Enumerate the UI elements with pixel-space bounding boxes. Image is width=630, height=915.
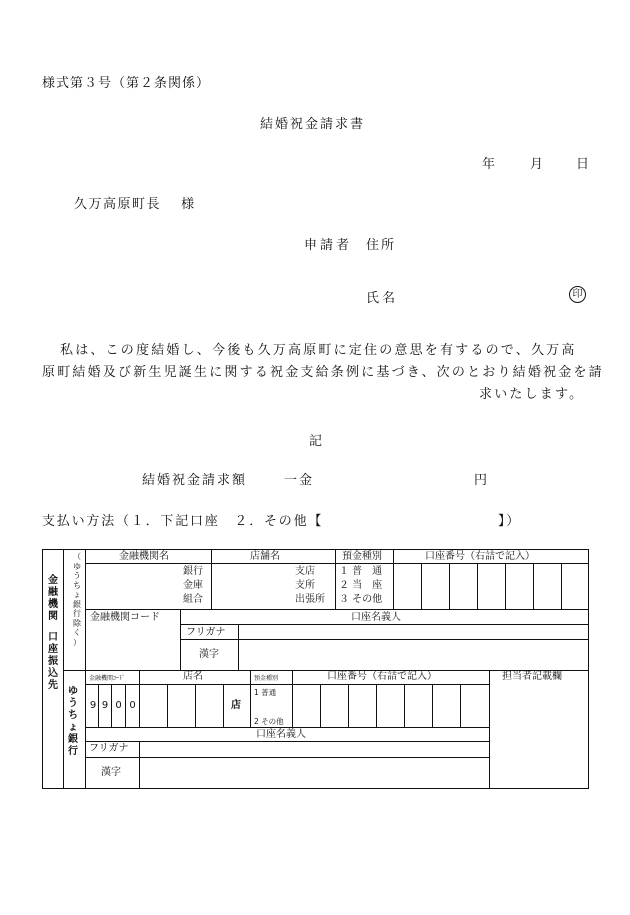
yucho-store-suffix: 店 — [231, 700, 241, 711]
yucho-furigana-label: フリガナ — [89, 743, 129, 754]
yucho-holder-label: 口座名義人 — [256, 729, 306, 740]
payment-method-close: 】） — [498, 514, 522, 529]
yucho-col-staff: 担当者記載欄 — [502, 671, 562, 682]
inst-type-shinkin: 金庫 — [183, 580, 203, 591]
yucho-deposit-other: 2 その他 — [254, 717, 284, 726]
amount-prefix: 一金 — [284, 473, 315, 488]
bank-furigana-label: フリガナ — [186, 627, 226, 638]
yucho-code-digit: 0 — [115, 700, 122, 711]
body-line-2: 原町結婚及び新生児誕生に関する祝金支給条例に基づき、次のとおり結婚祝金を請 — [42, 365, 604, 380]
col-account-number: 口座番号（右詰で記入） — [425, 551, 535, 562]
applicant-address-label: 住所 — [366, 238, 397, 253]
yucho-col-store: 店名 — [183, 671, 203, 682]
bank-exclusion-note: （ ゆ う ち ょ 銀 行 除 く ） — [73, 552, 81, 647]
bank-account-form — [42, 549, 589, 789]
yucho-col-deposit: 預金種別 — [254, 675, 279, 682]
deposit-type-toza: ２ 当 座 — [339, 580, 383, 591]
date-day-label: 日 — [576, 157, 591, 172]
yucho-kanji-label: 漢字 — [101, 767, 121, 778]
bank-code-label: 金融機関コード — [90, 612, 160, 623]
yucho-code-digit: 9 — [101, 700, 109, 711]
branch-type-shiten: 支店 — [295, 566, 315, 577]
yucho-code-digit: 9 — [89, 700, 97, 711]
form-number: 様式第３号（第２条関係） — [42, 76, 211, 91]
bank-section-label: 金 融 機 関 — [48, 575, 58, 622]
col-branch-name: 店舗名 — [250, 551, 280, 562]
section-label-transfer: 口 座 振 込 先 — [48, 632, 58, 691]
branch-type-shucchosho: 出張所 — [295, 594, 325, 605]
bank-holder-label: 口座名義人 — [351, 612, 401, 623]
payment-method-label: 支払い方法（１．下記口座 ２．その他【 — [42, 514, 324, 529]
body-line-3: 求いたします。 — [479, 387, 585, 402]
col-deposit-type: 預金種別 — [342, 551, 382, 562]
col-institution-name: 金融機関名 — [119, 551, 169, 562]
yucho-deposit-futsu: 1 普通 — [254, 688, 277, 697]
seal-mark: 印 — [569, 286, 586, 303]
body-line-1: 私は、この度結婚し、今後も久万高原町に定住の意思を有するので、久万高 — [60, 343, 577, 358]
deposit-type-other: ３ その他 — [339, 594, 383, 605]
yucho-col-account: 口座番号（右詰で記入） — [327, 671, 437, 682]
applicant-name-label: 氏名 — [366, 291, 399, 306]
yucho-code-digit: 0 — [129, 700, 136, 711]
yucho-code-label: 金融機関ｺｰﾄﾞ — [89, 675, 126, 682]
amount-label: 結婚祝金請求額 — [142, 473, 248, 488]
inst-type-kumiai: 組合 — [183, 594, 203, 605]
bank-kanji-label: 漢字 — [199, 649, 219, 660]
deposit-type-futsu: １ 普 通 — [339, 566, 383, 577]
amount-unit: 円 — [474, 473, 489, 488]
addressee: 久万高原町長 様 — [74, 197, 196, 212]
date-month-label: 月 — [530, 157, 545, 172]
branch-type-shisho: 支所 — [295, 580, 315, 591]
applicant-label: 申請者 — [304, 238, 353, 253]
yucho-section-label: ゆ う ち ょ 銀 行 — [68, 686, 78, 757]
document-title: 結婚祝金請求書 — [260, 117, 366, 132]
date-year-label: 年 — [482, 157, 497, 172]
note-mark: 記 — [309, 434, 324, 449]
inst-type-bank: 銀行 — [183, 566, 203, 577]
